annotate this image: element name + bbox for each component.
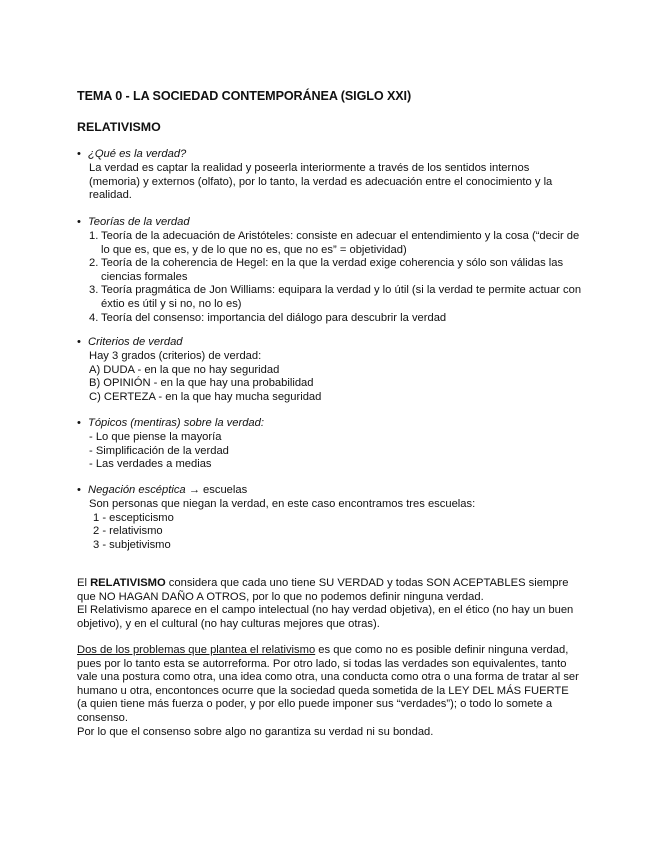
problemas-paragraph	[77, 644, 579, 739]
bullet-negacion	[77, 484, 247, 498]
list-item: 2. Teoría de la coherencia de Hegel: en la que la verdad exige coherencia y sólo son válidas las ciencias formales	[89, 257, 564, 283]
bullet-icon: •	[77, 484, 81, 496]
teorias-list	[89, 230, 583, 325]
relativismo-bold: RELATIVISMO	[90, 577, 166, 589]
bullet-icon: •	[77, 216, 81, 228]
bullet-heading-suffix: → escuelas	[185, 484, 248, 496]
text-line: 2 - relativismo	[93, 525, 163, 538]
section-heading: RELATIVISMO	[77, 120, 161, 134]
text-line: Hay 3 grados (criterios) de verdad:	[89, 350, 262, 362]
text-line: Son personas que niegan la verdad, en este caso encontramos tres escuelas:	[89, 498, 476, 510]
text-line: - Las verdades a medias	[89, 458, 212, 471]
paragraph-line: Por lo que el consenso sobre algo no garantiza su verdad ni su bondad.	[77, 725, 434, 738]
bullet-heading: Tópicos (mentiras) sobre la verdad:	[88, 417, 264, 429]
bullet-que-es-la-verdad	[77, 148, 186, 162]
bullet-heading: Teorías de la verdad	[88, 216, 190, 228]
paragraph-line: Dos de los problemas que plantea el relativismo es que como no es posible definir ninguna verdad, pues por lo tanto esta se autorreforma. Por otro lado, si todas las verdades son equivalentes, tanto vale una postura como otra, una idea como otra, una conducta como otra o una forma de tratar al ser humano u otra, encontonces ocurre que la sociedad queda sometida de la LEY DEL MÁS FUERTE (a quien tiene más fuerza o poder, y por ello puede imponer sus “verdades”); o todo lo somete a consenso.	[77, 644, 579, 724]
text-line: A) DUDA - en la que no hay seguridad	[89, 363, 280, 376]
text-line: B) OPINIÓN - en la que hay una probabilidad	[89, 377, 314, 390]
bullet-icon: •	[77, 417, 81, 429]
bullet-criterios	[77, 336, 183, 350]
bullet-topicos	[77, 417, 264, 431]
bullet-heading: ¿Qué es la verdad?	[88, 148, 187, 160]
text-line: 1 - escepticismo	[93, 511, 174, 524]
text-line: C) CERTEZA - en la que hay mucha seguridad	[89, 390, 322, 403]
criterios-lines	[89, 350, 579, 404]
relativismo-paragraph	[77, 577, 581, 631]
document-title: TEMA 0 - LA SOCIEDAD CONTEMPORÁNEA (SIGLO XXI)	[77, 89, 412, 103]
list-item: 1. Teoría de la adecuación de Aristóteles: consiste en adecuar el entendimiento y la cosa (“decir de lo que es, que es, y de lo que no es, que no es” = objetividad)	[89, 230, 580, 256]
text-line: - Lo que piense la mayoría	[89, 431, 222, 443]
negacion-lines	[89, 498, 579, 552]
list-item: 3. Teoría pragmática de Jon Williams: equipara la verdad y lo útil (si la verdad te permite actuar con éxtio es útil y si no, no lo es)	[89, 284, 582, 310]
bullet-text: La verdad es captar la realidad y poseerla interiormente a través de los sentidos internos (memoria) y externos (olfato), por lo tanto, la verdad es adecuación entre el conocimiento y la realidad.	[89, 162, 553, 202]
bullet-teorias	[77, 216, 190, 230]
bullet-heading: Criterios de verdad	[88, 336, 183, 348]
text-line: 3 - subjetivismo	[93, 538, 171, 551]
underlined-phrase: Dos de los problemas que plantea el relativismo	[77, 644, 316, 656]
bullet-icon: •	[77, 148, 81, 160]
bullet-icon: •	[77, 336, 81, 348]
paragraph-line: El RELATIVISMO considera que cada uno tiene SU VERDAD y todas SON ACEPTABLES siempre que NO HAGAN DAÑO A OTROS, por lo que no podemos definir ninguna verdad.	[77, 577, 569, 603]
list-item: 4. Teoría del consenso: importancia del diálogo para descubrir la verdad	[89, 311, 447, 324]
bullet-heading: Negación escéptica	[88, 484, 186, 496]
text-line: - Simplificación de la verdad	[89, 444, 229, 457]
topicos-lines	[89, 431, 579, 472]
paragraph-line: El Relativismo aparece en el campo intelectual (no hay verdad objetiva), en el ético (no hay un buen objetivo), y en el cultural (no hay culturas mejores que otras).	[77, 604, 574, 630]
